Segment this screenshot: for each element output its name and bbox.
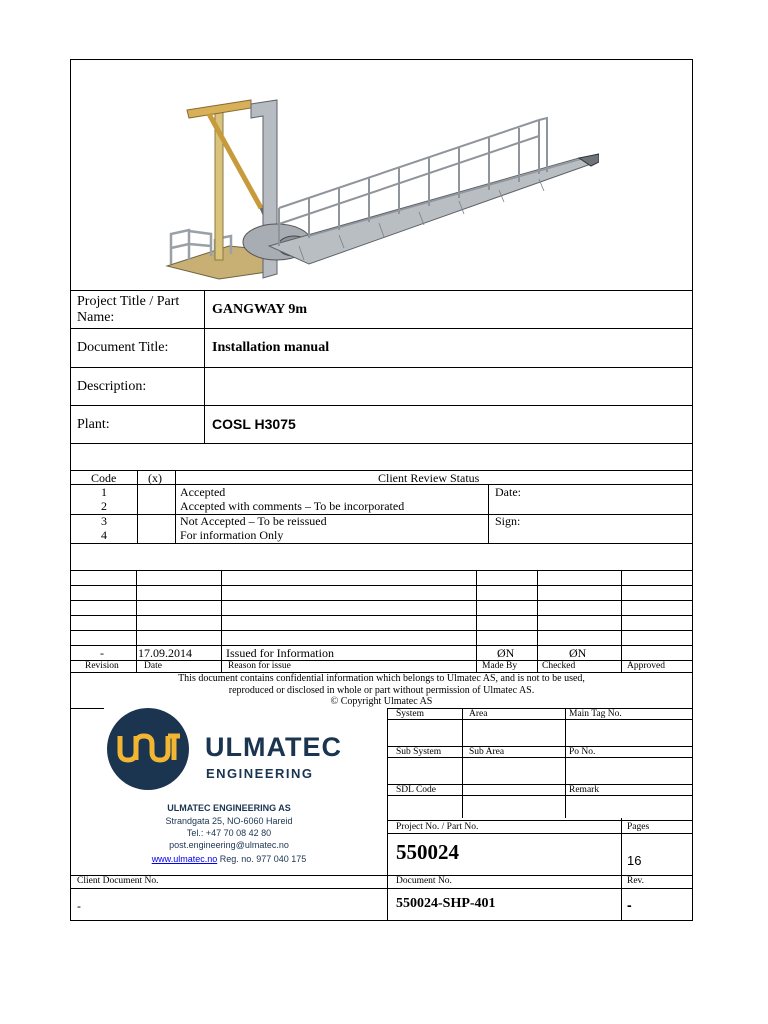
company-web-reg [71,855,387,864]
document-title-value: Installation manual [212,340,330,355]
revision-value: - [100,646,104,660]
pages-label: Pages [627,822,650,832]
confidential-notice-line2: reproduced or disclosed in whole or part without permission of Ulmatec AS. [228,685,535,696]
po-no-label: Po No. [569,747,596,757]
review-code-1: 1 [101,485,107,499]
review-status-not-accepted: Not Accepted – To be reissued [180,514,327,528]
company-registration: Reg. no. 977 040 175 [219,854,307,864]
sub-system-label: Sub System [396,747,442,757]
company-email: post.engineering@ulmatec.no [169,840,289,850]
ulmatec-logo-icon [103,708,193,790]
description-label: Description: [77,379,147,394]
review-code-2: 2 [101,499,107,513]
review-sign-label: Sign: [495,514,521,528]
logo-wordmark: ULMATEC [205,732,342,762]
review-code-header: Code [91,471,117,485]
logo-subtitle: ENGINEERING [206,766,314,781]
review-code-4: 4 [101,528,107,542]
company-name: ULMATEC ENGINEERING AS [167,803,291,813]
revision-checked-value: ØN [569,646,587,660]
company-website-link[interactable]: www.ulmatec.no [151,854,218,864]
revision-header-checked: Checked [542,661,576,671]
copyright-notice: © Copyright Ulmatec AS [330,696,433,707]
project-number-value: 550024 [396,840,459,864]
document-number-label: Document No. [396,876,452,886]
sdl-code-label: SDL Code [396,785,437,795]
confidential-notice-line1: This document contains confidential information which belongs to Ulmatec AS, and is not to be used, [178,673,585,684]
revision-value-footer: - [627,897,632,913]
revision-header-reason: Reason for issue [228,661,291,671]
revision-header-approved: Approved [627,661,665,671]
client-document-value: - [77,899,81,913]
review-status-information: For information Only [180,528,284,542]
review-status-accepted: Accepted [180,485,226,499]
revision-header-revision: Revision [85,661,119,671]
plant-label: Plant: [77,417,110,432]
area-label: Area [469,709,488,719]
project-number-label: Project No. / Part No. [396,822,479,832]
company-address: Strandgata 25, NO-6060 Hareid [165,816,293,826]
main-tag-label: Main Tag No. [569,709,622,719]
project-title-label: Project Title / Part Name: [77,294,180,325]
revision-reason-value: Issued for Information [226,646,334,660]
revision-header-made-by: Made By [482,661,518,671]
review-status-with-comments: Accepted with comments – To be incorporated [180,499,405,513]
pages-value: 16 [627,853,642,868]
remark-label: Remark [569,785,600,795]
sub-area-label: Sub Area [469,747,505,757]
system-label: System [396,709,424,719]
document-title-label: Document Title: [77,340,169,355]
client-document-label: Client Document No. [77,876,159,886]
revision-label: Rev. [627,876,645,886]
plant-value: COSL H3075 [212,416,296,432]
document-cover-sheet [70,59,693,921]
review-date-label: Date: [495,485,521,499]
review-x-header: (x) [148,471,162,485]
revision-made-by-value: ØN [497,646,515,660]
project-title-value: GANGWAY 9m [212,302,308,317]
gangway-illustration [159,96,599,286]
review-code-3: 3 [101,514,107,528]
revision-date-value: 17.09.2014 [138,646,192,660]
company-phone: Tel.: +47 70 08 42 80 [186,828,272,838]
revision-header-date: Date [144,661,162,671]
review-status-header: Client Review Status [378,471,480,485]
walkway-handrail-icon [279,118,599,246]
document-number-value: 550024-SHP-401 [396,896,496,911]
